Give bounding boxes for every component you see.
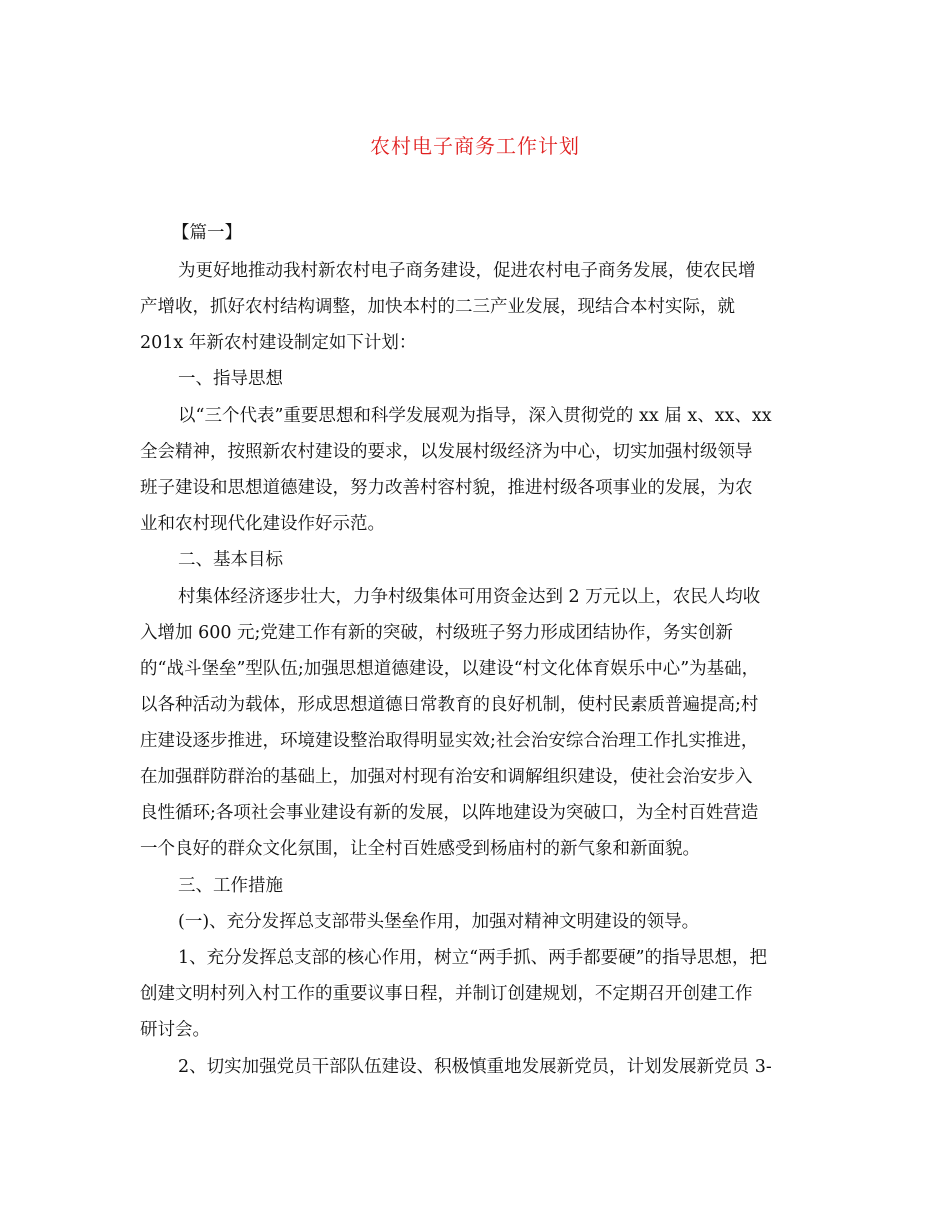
paragraph-line: 2、切实加强党员干部队伍建设、积极慎重地发展新党员，计划发展新党员 3- <box>178 1057 772 1077</box>
paragraph-line: 产增收，抓好农村结构调整，加快本村的二三产业发展，现结合本村实际，就 <box>140 297 735 317</box>
paragraph-line: 村集体经济逐步壮大，力争村级集体可用资金达到 2 万元以上，农民人均收 <box>178 587 761 607</box>
paragraph-line: 创建文明村列入村工作的重要议事日程，并制订创建规划，不定期召开创建工作 <box>140 984 753 1004</box>
paragraph-line: 以各种活动为载体，形成思想道德日常教育的良好机制，使村民素质普遍提高;村 <box>140 695 759 715</box>
paragraph-line: 班子建设和思想道德建设，努力改善村容村貌，推进村级各项事业的发展，为农 <box>140 478 753 498</box>
paragraph-line: 良性循环;各项社会事业建设有新的发展，以阵地建设为突破口，为全村百姓营造 <box>140 803 759 823</box>
section-heading: 三、工作措施 <box>178 876 283 896</box>
paragraph-line: 以“三个代表”重要思想和科学发展观为指导，深入贯彻党的 xx 届 x、xx、xx <box>178 406 772 426</box>
section-label: 【篇一】 <box>172 223 242 243</box>
section-heading: 一、指导思想 <box>178 369 283 389</box>
paragraph-line: 全会精神，按照新农村建设的要求，以发展村级经济为中心，切实加强村级领导 <box>140 442 753 462</box>
section-heading: 二、基本目标 <box>178 550 283 570</box>
paragraph-line: 为更好地推动我村新农村电子商务建设，促进农村电子商务发展，使农民增 <box>178 261 756 281</box>
paragraph-line: 在加强群防群治的基础上，加强对村现有治安和调解组织建设，使社会治安步入 <box>140 767 753 787</box>
paragraph-line: (一)、充分发挥总支部带头堡垒作用，加强对精神文明建设的领导。 <box>178 912 700 932</box>
paragraph-line: 1、充分发挥总支部的核心作用，树立“两手抓、两手都要硬”的指导思想，把 <box>178 948 768 968</box>
paragraph-line: 201x 年新农村建设制定如下计划： <box>140 333 417 353</box>
paragraph-line: 一个良好的群众文化氛围，让全村百姓感受到杨庙村的新气象和新面貌。 <box>140 839 700 859</box>
paragraph-line: 庄建设逐步推进，环境建设整治取得明显实效;社会治安综合治理工作扎实推进， <box>140 731 759 751</box>
paragraph-line: 业和农村现代化建设作好示范。 <box>140 514 385 534</box>
paragraph-line: 研讨会。 <box>140 1020 210 1040</box>
document-title: 农村电子商务工作计划 <box>370 134 580 158</box>
paragraph-line: 的“战斗堡垒”型队伍;加强思想道德建设，以建设“村文化体育娱乐中心”为基础， <box>140 659 760 679</box>
paragraph-line: 入增加 600 元;党建工作有新的突破，村级班子努力形成团结协作，务实创新 <box>140 623 733 643</box>
